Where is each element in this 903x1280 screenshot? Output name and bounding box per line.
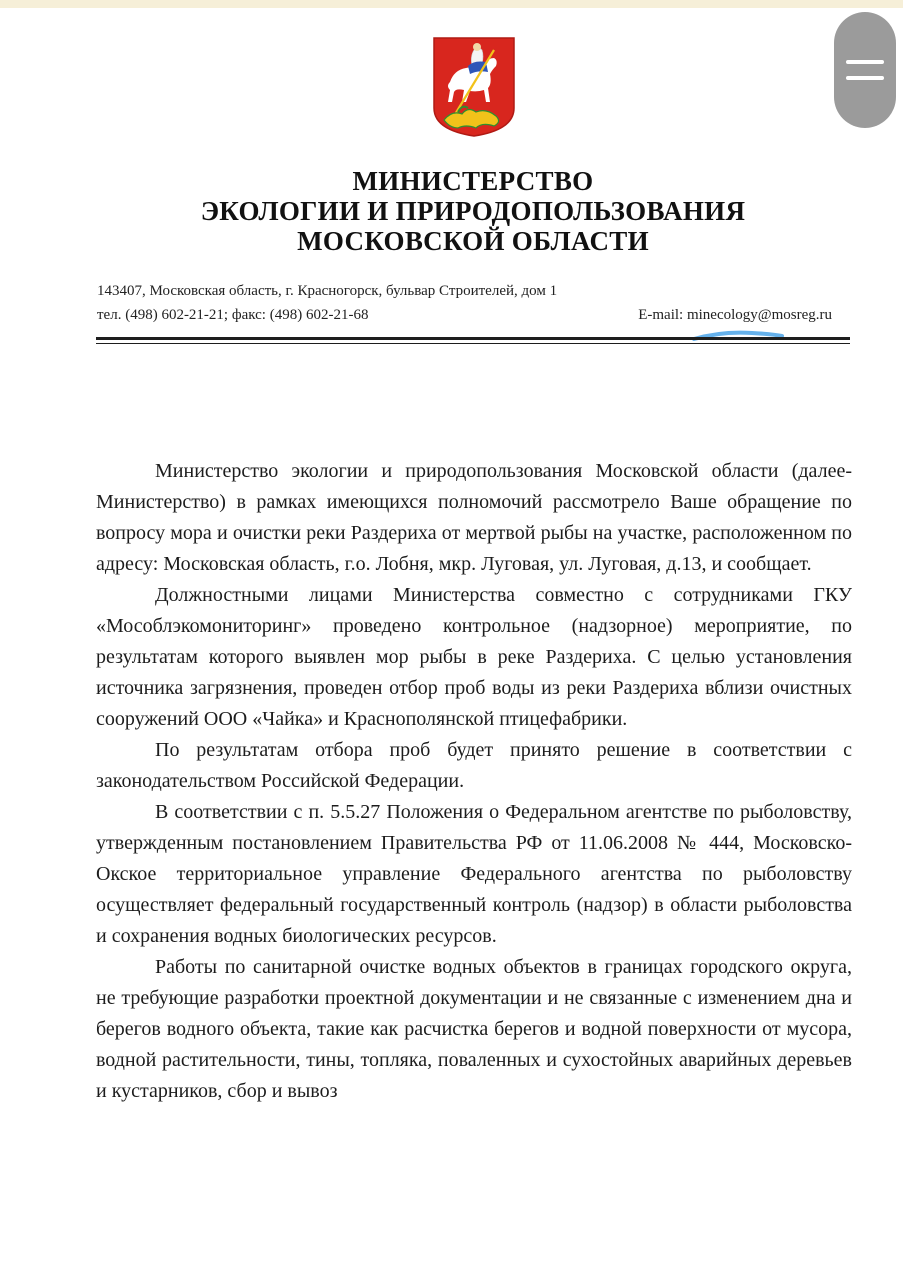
paragraph: Работы по санитарной очистке водных объектов в границах городского округа, не требующие разработки проектной документации и не связанные с изменением дна и берегов водного объекта, такие как расчистка берегов и водной поверхности от мусора, водной растительности, тины, топляка, поваленных и сухостойных аварийных деревьев и кустарников, сбор и вывоз: [96, 956, 852, 1102]
ministry-contacts: [97, 307, 832, 324]
letter-body: [96, 456, 852, 1107]
header-rule-thick: [96, 337, 850, 340]
paragraph: Должностными лицами Министерства совместно с сотрудниками ГКУ «Мособлэкомониторинг» проведено контрольное (надзорное) мероприятие, по результатам которого выявлен мор рыбы в реке Раздериха. С целью установления источника загрязнения, проведен отбор проб воды из реки Раздериха вблизи очистных сооружений ООО «Чайка» и Краснополянской птицефабрики.: [96, 584, 852, 730]
menu-icon-bar-top: [846, 60, 884, 64]
ministry-email[interactable]: E-mail: minecology@mosreg.ru: [638, 307, 832, 323]
ministry-title-line1: МИНИСТЕРСТВО: [352, 166, 594, 196]
ministry-title-line3: МОСКОВСКОЙ ОБЛАСТИ: [297, 226, 649, 256]
ministry-title-line2: ЭКОЛОГИИ И ПРИРОДОПОЛЬЗОВАНИЯ: [200, 196, 746, 226]
coat-of-arms-icon: [432, 36, 516, 138]
top-strip: [0, 0, 903, 8]
paragraph: По результатам отбора проб будет принято решение в соответствии с законодательством Российской Федерации.: [96, 739, 852, 792]
paragraph: В соответствии с п. 5.5.27 Положения о Федеральном агентстве по рыболовству, утвержденным постановлением Правительства РФ от 11.06.2008 № 444, Московско-Окское территориальное управление Федерального агентства по рыболовству осуществляет федеральный государственный контроль (надзор) в области рыболовства и сохранения водных биологических ресурсов.: [96, 801, 852, 947]
ministry-title: [0, 166, 903, 256]
menu-icon-bar-bottom: [846, 76, 884, 80]
email-underline-mark: [692, 330, 784, 342]
paragraph: Министерство экологии и природопользования Московской области (далее-Министерство) в рамках имеющихся полномочий рассмотрело Ваше обращение по вопросу мора и очистки реки Раздериха от мертвой рыбы на участке, расположенном по адресу: Московская область, г.о. Лобня, мкр. Луговая, ул. Луговая, д.13, и сообщает.: [96, 460, 852, 575]
ministry-phones: тел. (498) 602-21-21; факс: (498) 602-21-68: [97, 307, 369, 323]
header-rule-thin: [96, 343, 850, 344]
ministry-address: 143407, Московская область, г. Красногорск, бульвар Строителей, дом 1: [97, 283, 558, 299]
menu-button[interactable]: [834, 12, 896, 128]
